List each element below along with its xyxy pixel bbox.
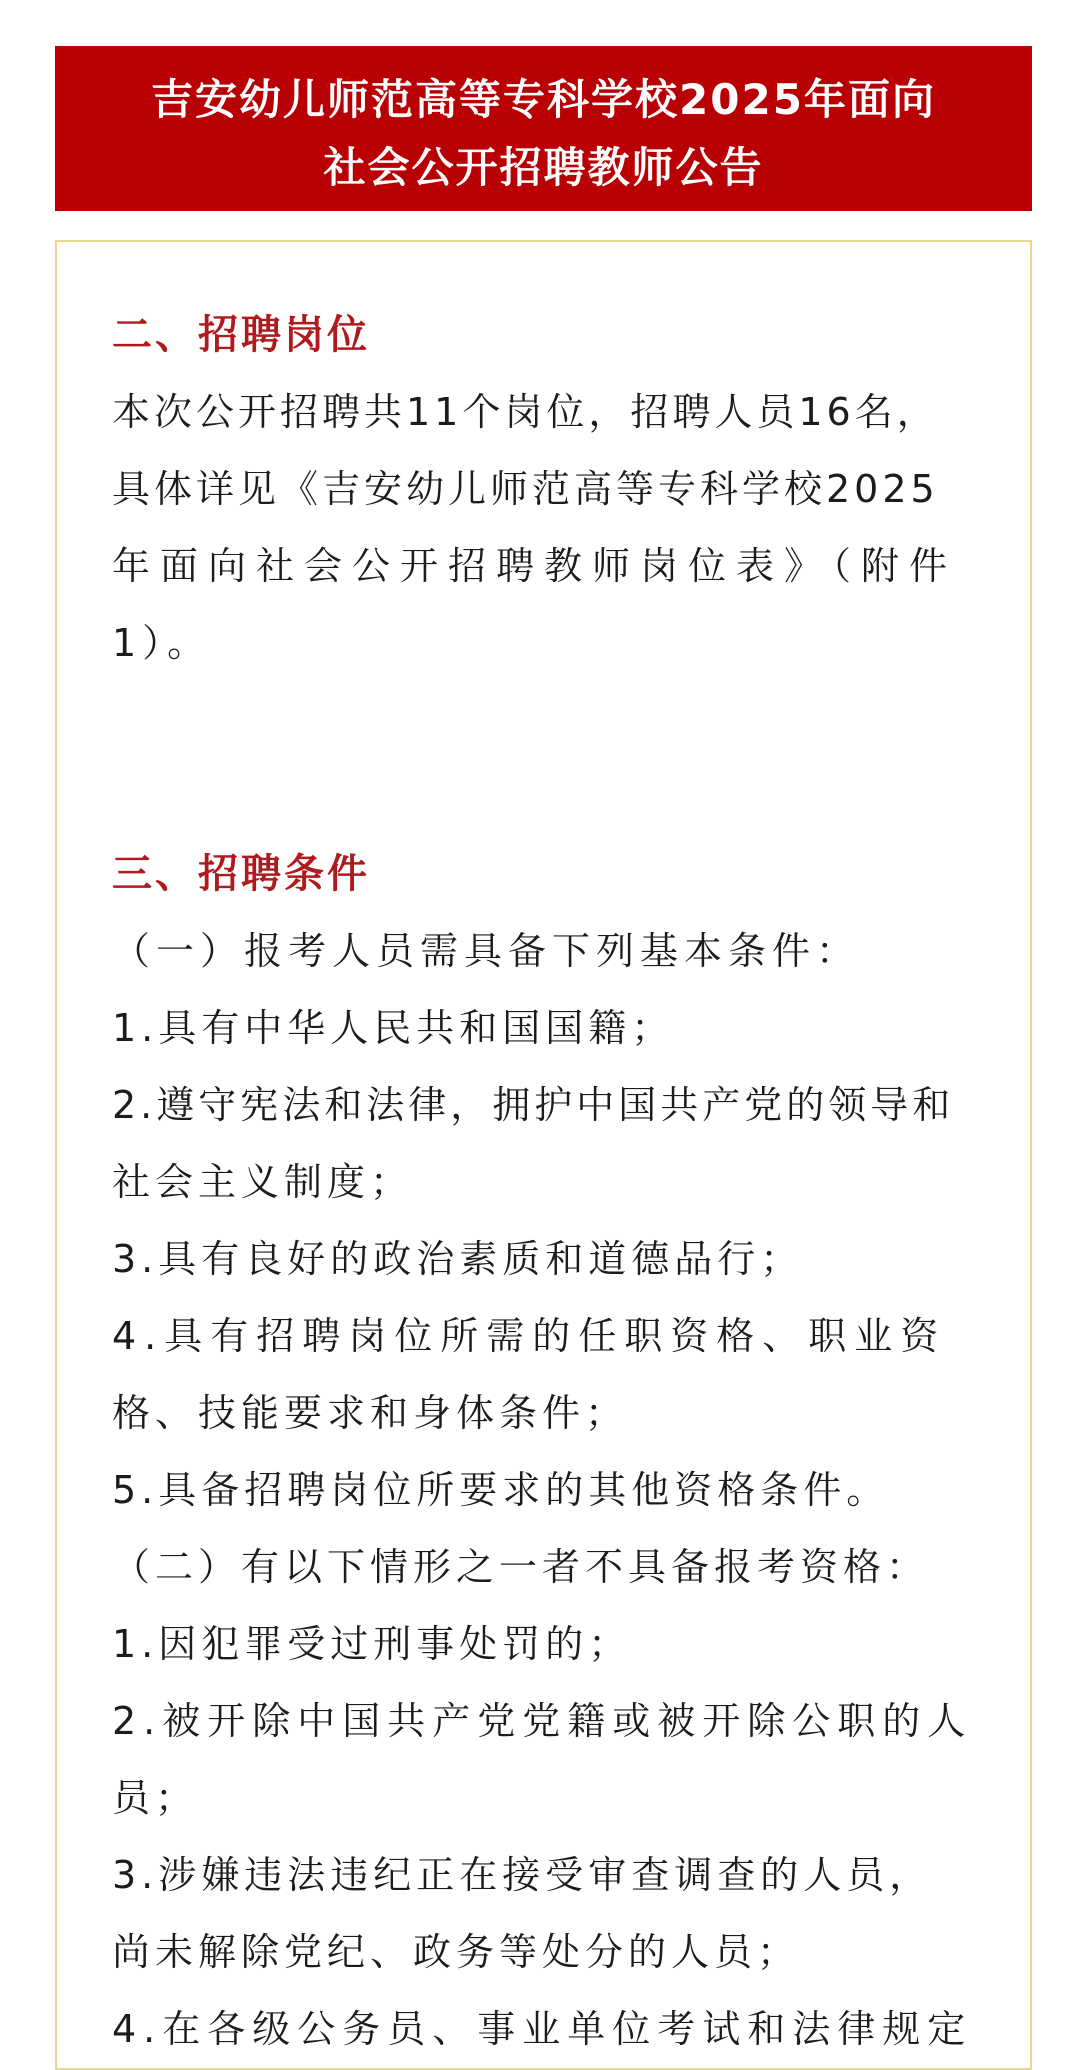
paragraph-line: 3.具有良好的政治素质和道德品行； — [112, 1237, 804, 1281]
paragraph-line: 本次公开招聘共11个岗位，招聘人员16名， — [112, 390, 939, 434]
paragraph-line: （二）有以下情形之一者不具备报考资格： — [112, 1545, 930, 1589]
paragraph-line: 2.遵守宪法和法律，拥护中国共产党的领导和 — [112, 1083, 955, 1127]
paragraph-line: 1.具有中华人民共和国国籍； — [112, 1006, 675, 1050]
announcement-content-box — [55, 240, 1032, 2070]
page-title-line-2: 社会公开招聘教师公告 — [323, 143, 764, 192]
paragraph-line: 年面向社会公开招聘教师岗位表》（附件 — [112, 544, 958, 588]
paragraph-line: 尚未解除党纪、政务等处分的人员； — [112, 1930, 801, 1974]
paragraph-line: 格、技能要求和身体条件； — [112, 1391, 629, 1435]
paragraph-line: 4.具有招聘岗位所需的任职资格、职业资 — [112, 1314, 947, 1358]
paragraph-line: 员； — [112, 1776, 199, 1820]
paragraph-line: 具体详见《吉安幼儿师范高等专科学校2025 — [112, 467, 939, 511]
announcement-body — [112, 297, 982, 2068]
section-spacer — [112, 682, 982, 836]
paragraph-line: 1）。 — [112, 621, 212, 665]
paragraph-line: 5.具备招聘岗位所要求的其他资格条件。 — [112, 1468, 890, 1512]
paragraph-line: 3.涉嫌违法违纪正在接受审查调查的人员， — [112, 1853, 933, 1897]
paragraph-line: 2.被开除中国共产党党籍或被开除公职的人 — [112, 1699, 973, 1743]
paragraph-line: （一）报考人员需具备下列基本条件： — [112, 929, 861, 973]
section-heading-positions: 二、招聘岗位 — [112, 312, 370, 358]
paragraph-line: 4.在各级公务员、事业单位考试和法律规定 — [112, 2007, 973, 2051]
title-banner — [55, 46, 1032, 211]
paragraph-line: 社会主义制度； — [112, 1160, 414, 1204]
section-heading-conditions: 三、招聘条件 — [112, 851, 370, 897]
page-title-line-1: 吉安幼儿师范高等专科学校2025年面向 — [151, 75, 936, 124]
paragraph-line: 1.因犯罪受过刑事处罚的； — [112, 1622, 632, 1666]
